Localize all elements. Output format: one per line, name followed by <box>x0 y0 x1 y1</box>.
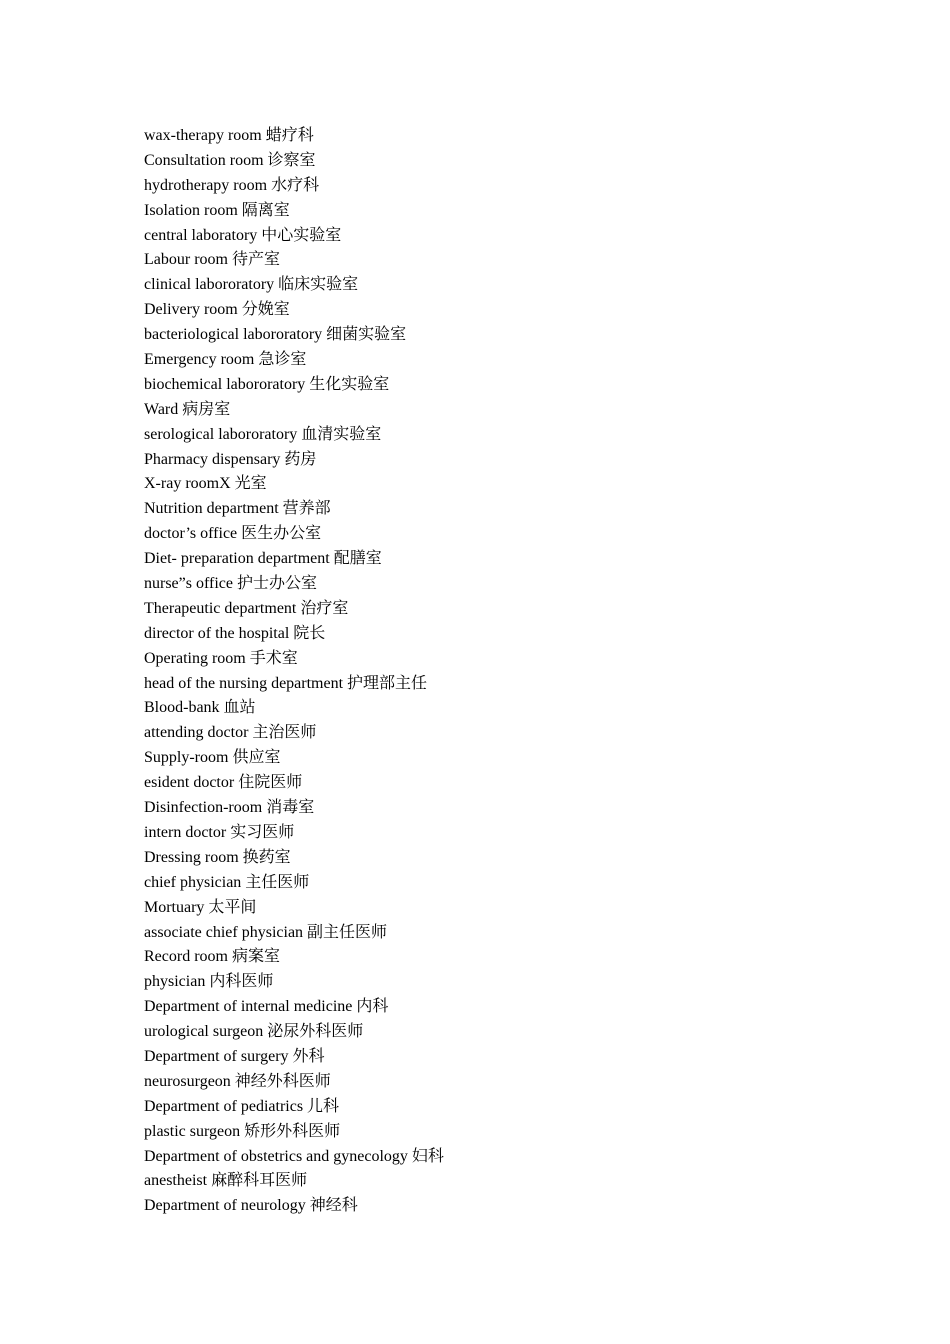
vocabulary-entry: Labour room 待产室 <box>144 251 280 269</box>
vocabulary-entry: wax-therapy room 蜡疗科 <box>144 127 314 144</box>
vocabulary-entry: clinical labororatory 临床实验室 <box>144 276 359 294</box>
vocabulary-entry: Consultation room 诊察室 <box>144 151 316 169</box>
vocabulary-entry: Nutrition department 营养部 <box>144 500 331 518</box>
vocabulary-entry: head of the nursing department 护理部主任 <box>144 674 428 692</box>
vocabulary-entry: intern doctor 实习医师 <box>144 823 295 841</box>
vocabulary-entry: plastic surgeon 矫形外科医师 <box>144 1122 341 1140</box>
vocabulary-entry: neurosurgeon 神经外科医师 <box>144 1072 331 1090</box>
vocabulary-entry: Blood-bank 血站 <box>144 699 256 717</box>
vocabulary-entry: Emergency room 急诊室 <box>144 351 307 369</box>
vocabulary-entry: Department of pediatrics 儿科 <box>144 1097 340 1115</box>
vocabulary-entry: Delivery room 分娩室 <box>144 301 290 319</box>
vocabulary-entry: urological surgeon 泌尿外科医师 <box>144 1023 364 1041</box>
vocabulary-entry: anestheist 麻醉科耳医师 <box>144 1172 308 1190</box>
vocabulary-entry: Supply-room 供应室 <box>144 749 281 767</box>
vocabulary-entry: Operating room 手术室 <box>144 649 298 667</box>
vocabulary-entry: serological labororatory 血清实验室 <box>144 425 382 443</box>
vocabulary-entry: Disinfection-room 消毒室 <box>144 799 315 817</box>
vocabulary-entry: doctor’s office 医生办公室 <box>144 525 322 543</box>
vocabulary-entry: esident doctor 住院医师 <box>144 774 303 792</box>
vocabulary-entry: Ward 病房室 <box>144 400 231 418</box>
vocabulary-entry: Therapeutic department 治疗室 <box>144 599 349 617</box>
vocabulary-list <box>144 124 444 1219</box>
vocabulary-entry: Department of surgery 外科 <box>144 1047 325 1065</box>
vocabulary-entry: Department of neurology 神经科 <box>144 1197 358 1215</box>
vocabulary-entry: Diet- preparation department 配膳室 <box>144 550 382 568</box>
vocabulary-entry: physician 内科医师 <box>144 973 274 991</box>
vocabulary-entry: director of the hospital 院长 <box>144 624 326 642</box>
vocabulary-entry: associate chief physician 副主任医师 <box>144 923 388 941</box>
vocabulary-entry: Isolation room 隔离室 <box>144 201 290 219</box>
vocabulary-entry: Dressing room 换药室 <box>144 848 291 866</box>
vocabulary-entry: central laboratory 中心实验室 <box>144 226 342 244</box>
vocabulary-entry: Department of obstetrics and gynecology 妇科 <box>144 1147 444 1165</box>
vocabulary-entry: X-ray roomX 光室 <box>144 475 267 493</box>
vocabulary-entry: bacteriological labororatory 细菌实验室 <box>144 326 407 344</box>
vocabulary-entry: Record room 病案室 <box>144 948 280 966</box>
vocabulary-entry: chief physician 主任医师 <box>144 873 310 891</box>
vocabulary-entry: Pharmacy dispensary 药房 <box>144 450 317 468</box>
vocabulary-entry: attending doctor 主治医师 <box>144 724 317 742</box>
vocabulary-entry: Mortuary 太平间 <box>144 898 257 916</box>
vocabulary-entry: Department of internal medicine 内科 <box>144 998 389 1016</box>
vocabulary-entry: biochemical labororatory 生化实验室 <box>144 375 390 393</box>
vocabulary-entry: nurse”s office 护士办公室 <box>144 575 318 593</box>
vocabulary-entry: hydrotherapy room 水疗科 <box>144 176 320 194</box>
